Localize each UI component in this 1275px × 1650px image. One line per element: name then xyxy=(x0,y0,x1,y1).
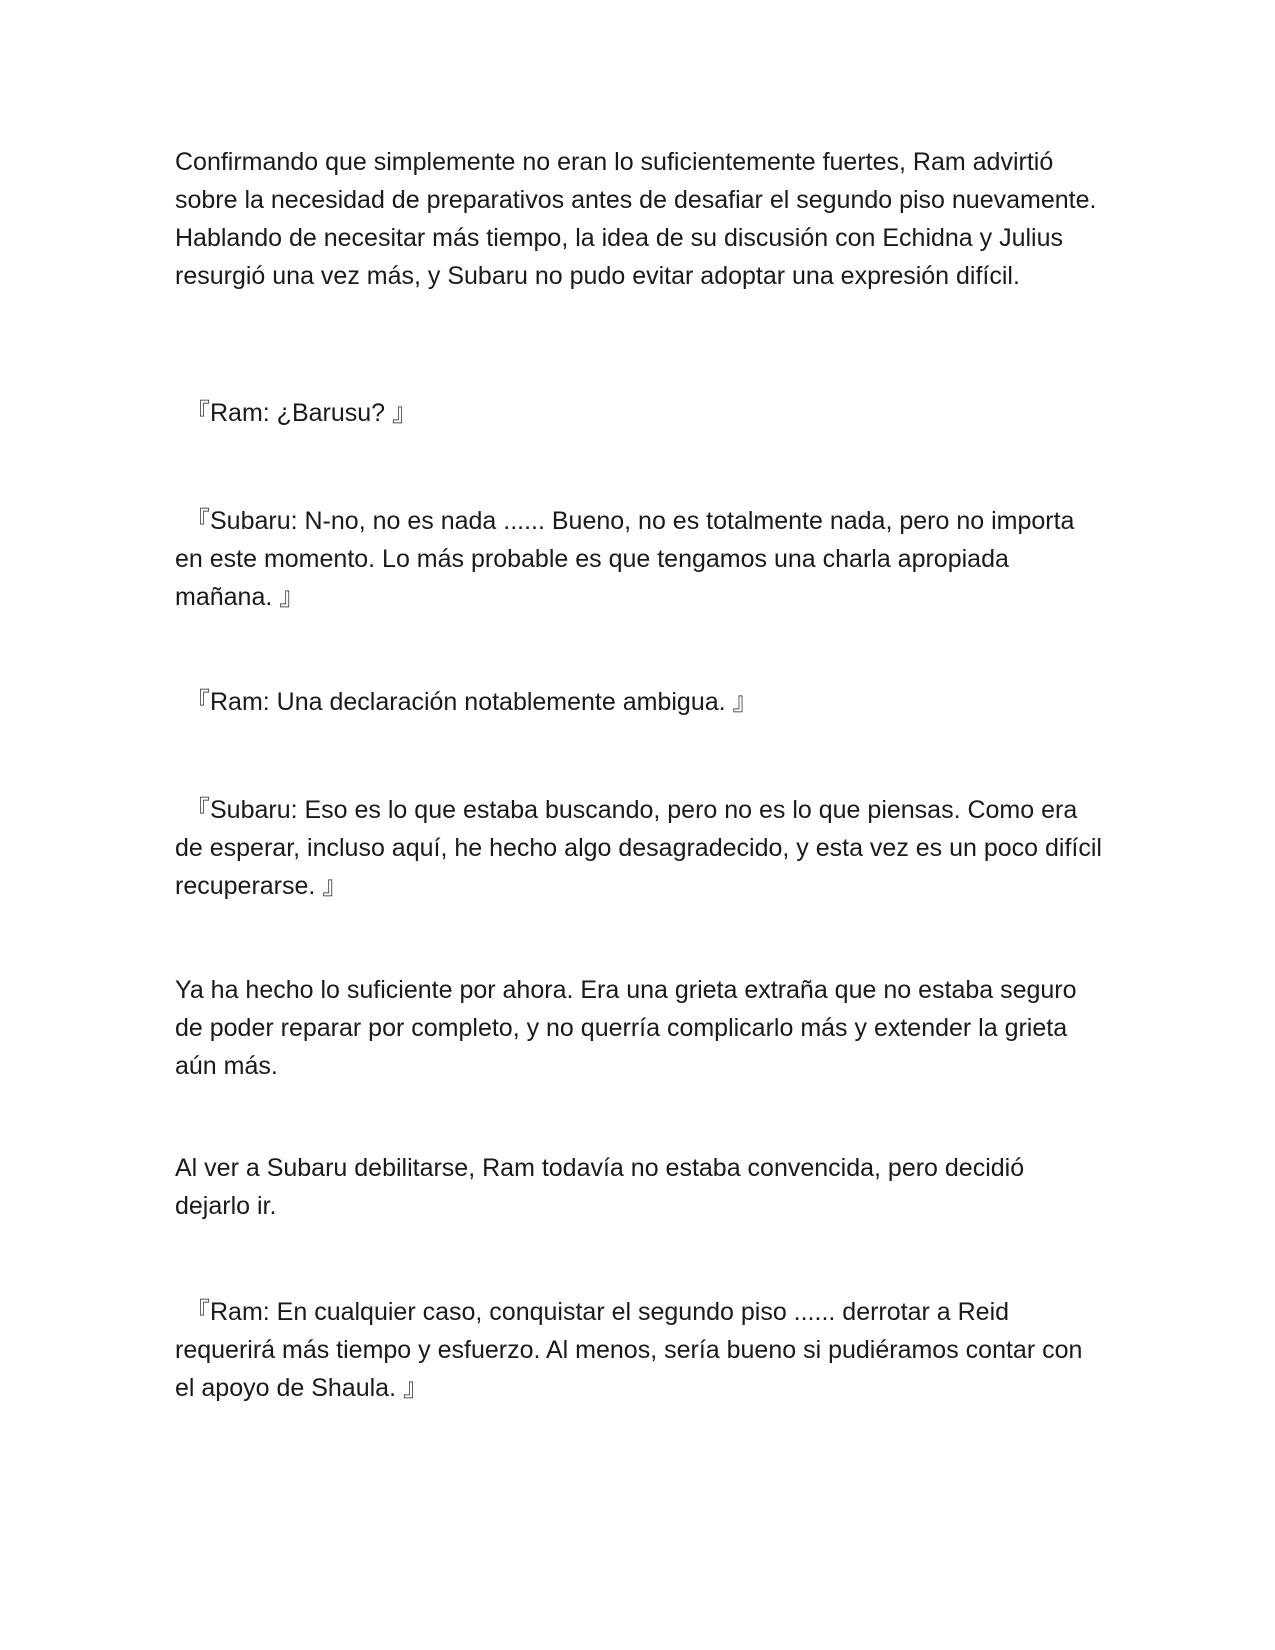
narration-crack: Ya ha hecho lo suficiente por ahora. Era una grieta extraña que no estaba seguro de poder reparar por completo, y no querría complicarlo más y extender la grieta aún más. xyxy=(175,976,1077,1080)
dialogue-ram-barusu: 『Ram: ¿Barusu? 』 xyxy=(185,399,418,427)
narration-let-go: Al ver a Subaru debilitarse, Ram todavía no estaba convencida, pero decidió dejarlo ir. xyxy=(175,1154,1025,1220)
dialogue-ram-ambiguous: 『Ram: Una declaración notablemente ambigua. 』 xyxy=(185,688,758,716)
dialogue-ram-second-floor: 『Ram: En cualquier caso, conquistar el segundo piso ...... derrotar a Reid requerirá más tiempo y esfuerzo. Al menos, sería bueno si pudiéramos contar con el apoyo de Shaula. 』 xyxy=(175,1298,1083,1402)
dialogue-subaru-ungrateful: 『Subaru: Eso es lo que estaba buscando, pero no es lo que piensas. Como era de esperar, incluso aquí, he hecho algo desagradecido, y esta vez es un poco difícil recuperarse. 』 xyxy=(175,796,1102,900)
narration-paragraph: Confirmando que simplemente no eran lo suficientemente fuertes, Ram advirtió sobre la necesidad de preparativos antes de desafiar el segundo piso nuevamente. Hablando de necesitar más tiempo, la idea de su discusión con Echidna y Julius resurgió una vez más, y Subaru no pudo evitar adoptar una expresión difícil. xyxy=(175,148,1097,290)
dialogue-subaru-nothing: 『Subaru: N-no, no es nada ...... Bueno, no es totalmente nada, pero no importa en este momento. Lo más probable es que tengamos una charla apropiada mañana. 』 xyxy=(175,507,1075,611)
